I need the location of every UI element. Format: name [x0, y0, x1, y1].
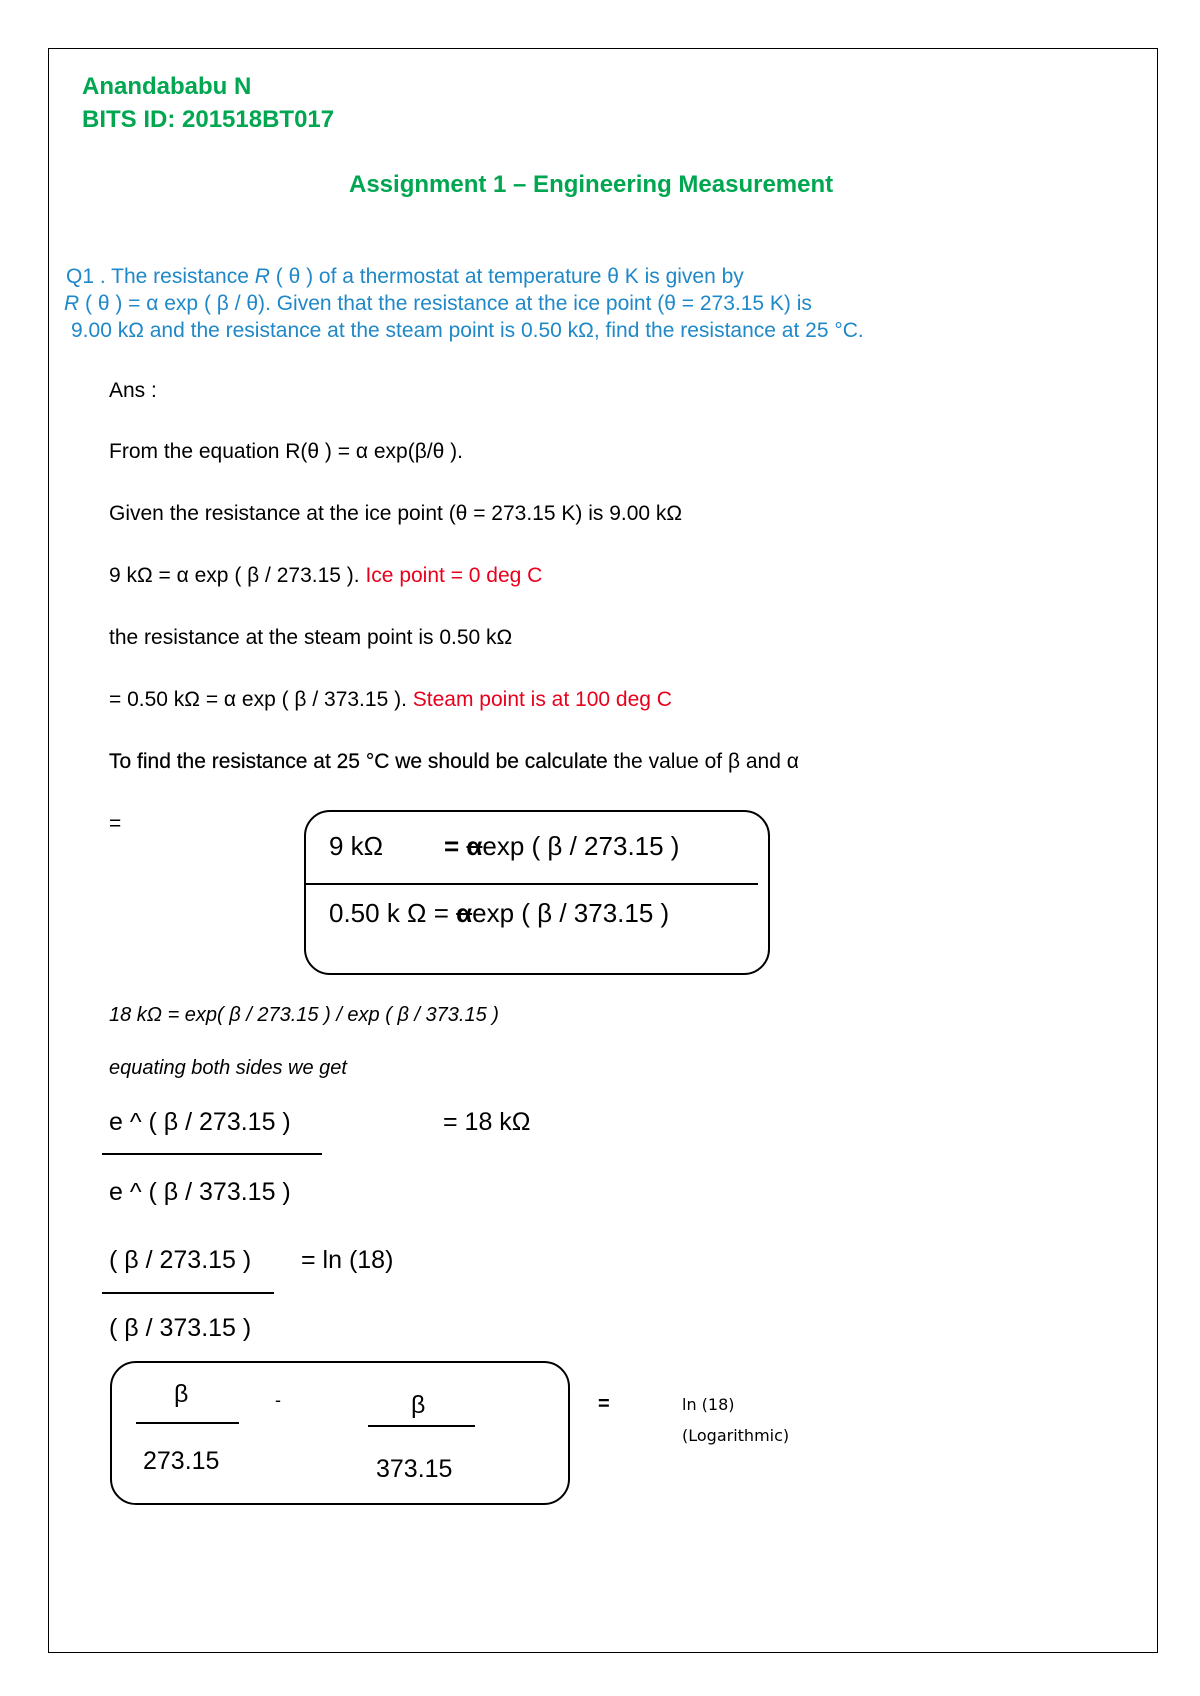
frac1-denominator: e ^ ( β / 373.15 ) [109, 1178, 291, 1206]
answer-ice-point-line: 9 kΩ = α exp ( β / 273.15 ). Ice point = 0 deg C [109, 564, 543, 587]
box2-rule-1 [136, 1422, 239, 1424]
box1-top-alpha-cancelled: α [466, 831, 483, 861]
answer-find-line: To find the resistance at 25 °C we should be calculate the value of β and α [109, 750, 799, 773]
ratio-line: 18 kΩ = exp( β / 273.15 ) / exp ( β / 373.15 ) [109, 1004, 499, 1026]
page-title: Assignment 1 – Engineering Measurement [349, 171, 834, 198]
frac2-numerator: ( β / 273.15 ) [109, 1246, 252, 1274]
box2-beta-numerator-2: β [411, 1391, 426, 1419]
box1-bottom-alpha-cancelled: α [456, 898, 473, 928]
box2-beta-numerator-1: β [174, 1380, 189, 1408]
frac2-rule [102, 1292, 274, 1294]
answer-equation-line: From the equation R(θ ) = α exp(β/θ ). [109, 440, 463, 463]
author-name: Anandababu N [82, 73, 252, 100]
frac2-denominator: ( β / 373.15 ) [109, 1314, 252, 1342]
box2-rhs-note: (Logarithmic) [682, 1426, 790, 1445]
question-line-1: Q1 . The resistance R ( θ ) of a thermostat at temperature θ K is given by [66, 265, 744, 288]
box2-rhs-ln: ln (18) [682, 1395, 735, 1414]
box1-top-expr: = αexp ( β / 273.15 ) [444, 831, 680, 861]
answer-steam-line: the resistance at the steam point is 0.50 kΩ [109, 626, 513, 649]
ice-point-note: Ice point = 0 deg C [365, 564, 543, 587]
frac1-numerator: e ^ ( β / 273.15 ) [109, 1108, 291, 1136]
box2-minus: - [275, 1390, 281, 1410]
box2-denominator-1: 273.15 [143, 1447, 220, 1475]
question-line-2: R ( θ ) = α exp ( β / θ). Given that the resistance at the ice point (θ = 273.15 K) is [64, 292, 812, 315]
answer-given-line: Given the resistance at the ice point (θ = 273.15 K) is 9.00 kΩ [109, 502, 683, 525]
frac1-rule [102, 1153, 322, 1155]
box1-fraction-rule [304, 883, 758, 885]
answer-label: Ans : [109, 379, 157, 402]
frac1-rhs: = 18 kΩ [443, 1108, 531, 1136]
equating-line: equating both sides we get [109, 1057, 347, 1079]
box1-top-left: 9 kΩ [329, 831, 384, 861]
answer-steam-point-line: = 0.50 kΩ = α exp ( β / 373.15 ). Steam point is at 100 deg C [109, 688, 672, 711]
answer-equals-sign: = [109, 812, 122, 835]
box2-denominator-2: 373.15 [376, 1455, 453, 1483]
question-line-3: 9.00 kΩ and the resistance at the steam point is 0.50 kΩ, find the resistance at 25 °C. [71, 319, 864, 342]
box2-rule-2 [368, 1425, 475, 1427]
steam-point-note: Steam point is at 100 deg C [412, 688, 672, 711]
bits-id: BITS ID: 201518BT017 [82, 106, 335, 133]
box2-equals: = [598, 1393, 610, 1415]
box1-bottom-expr: 0.50 k Ω = αexp ( β / 373.15 ) [329, 898, 670, 928]
frac2-rhs: = ln (18) [301, 1246, 394, 1274]
question-label: Q1 . [66, 265, 106, 288]
